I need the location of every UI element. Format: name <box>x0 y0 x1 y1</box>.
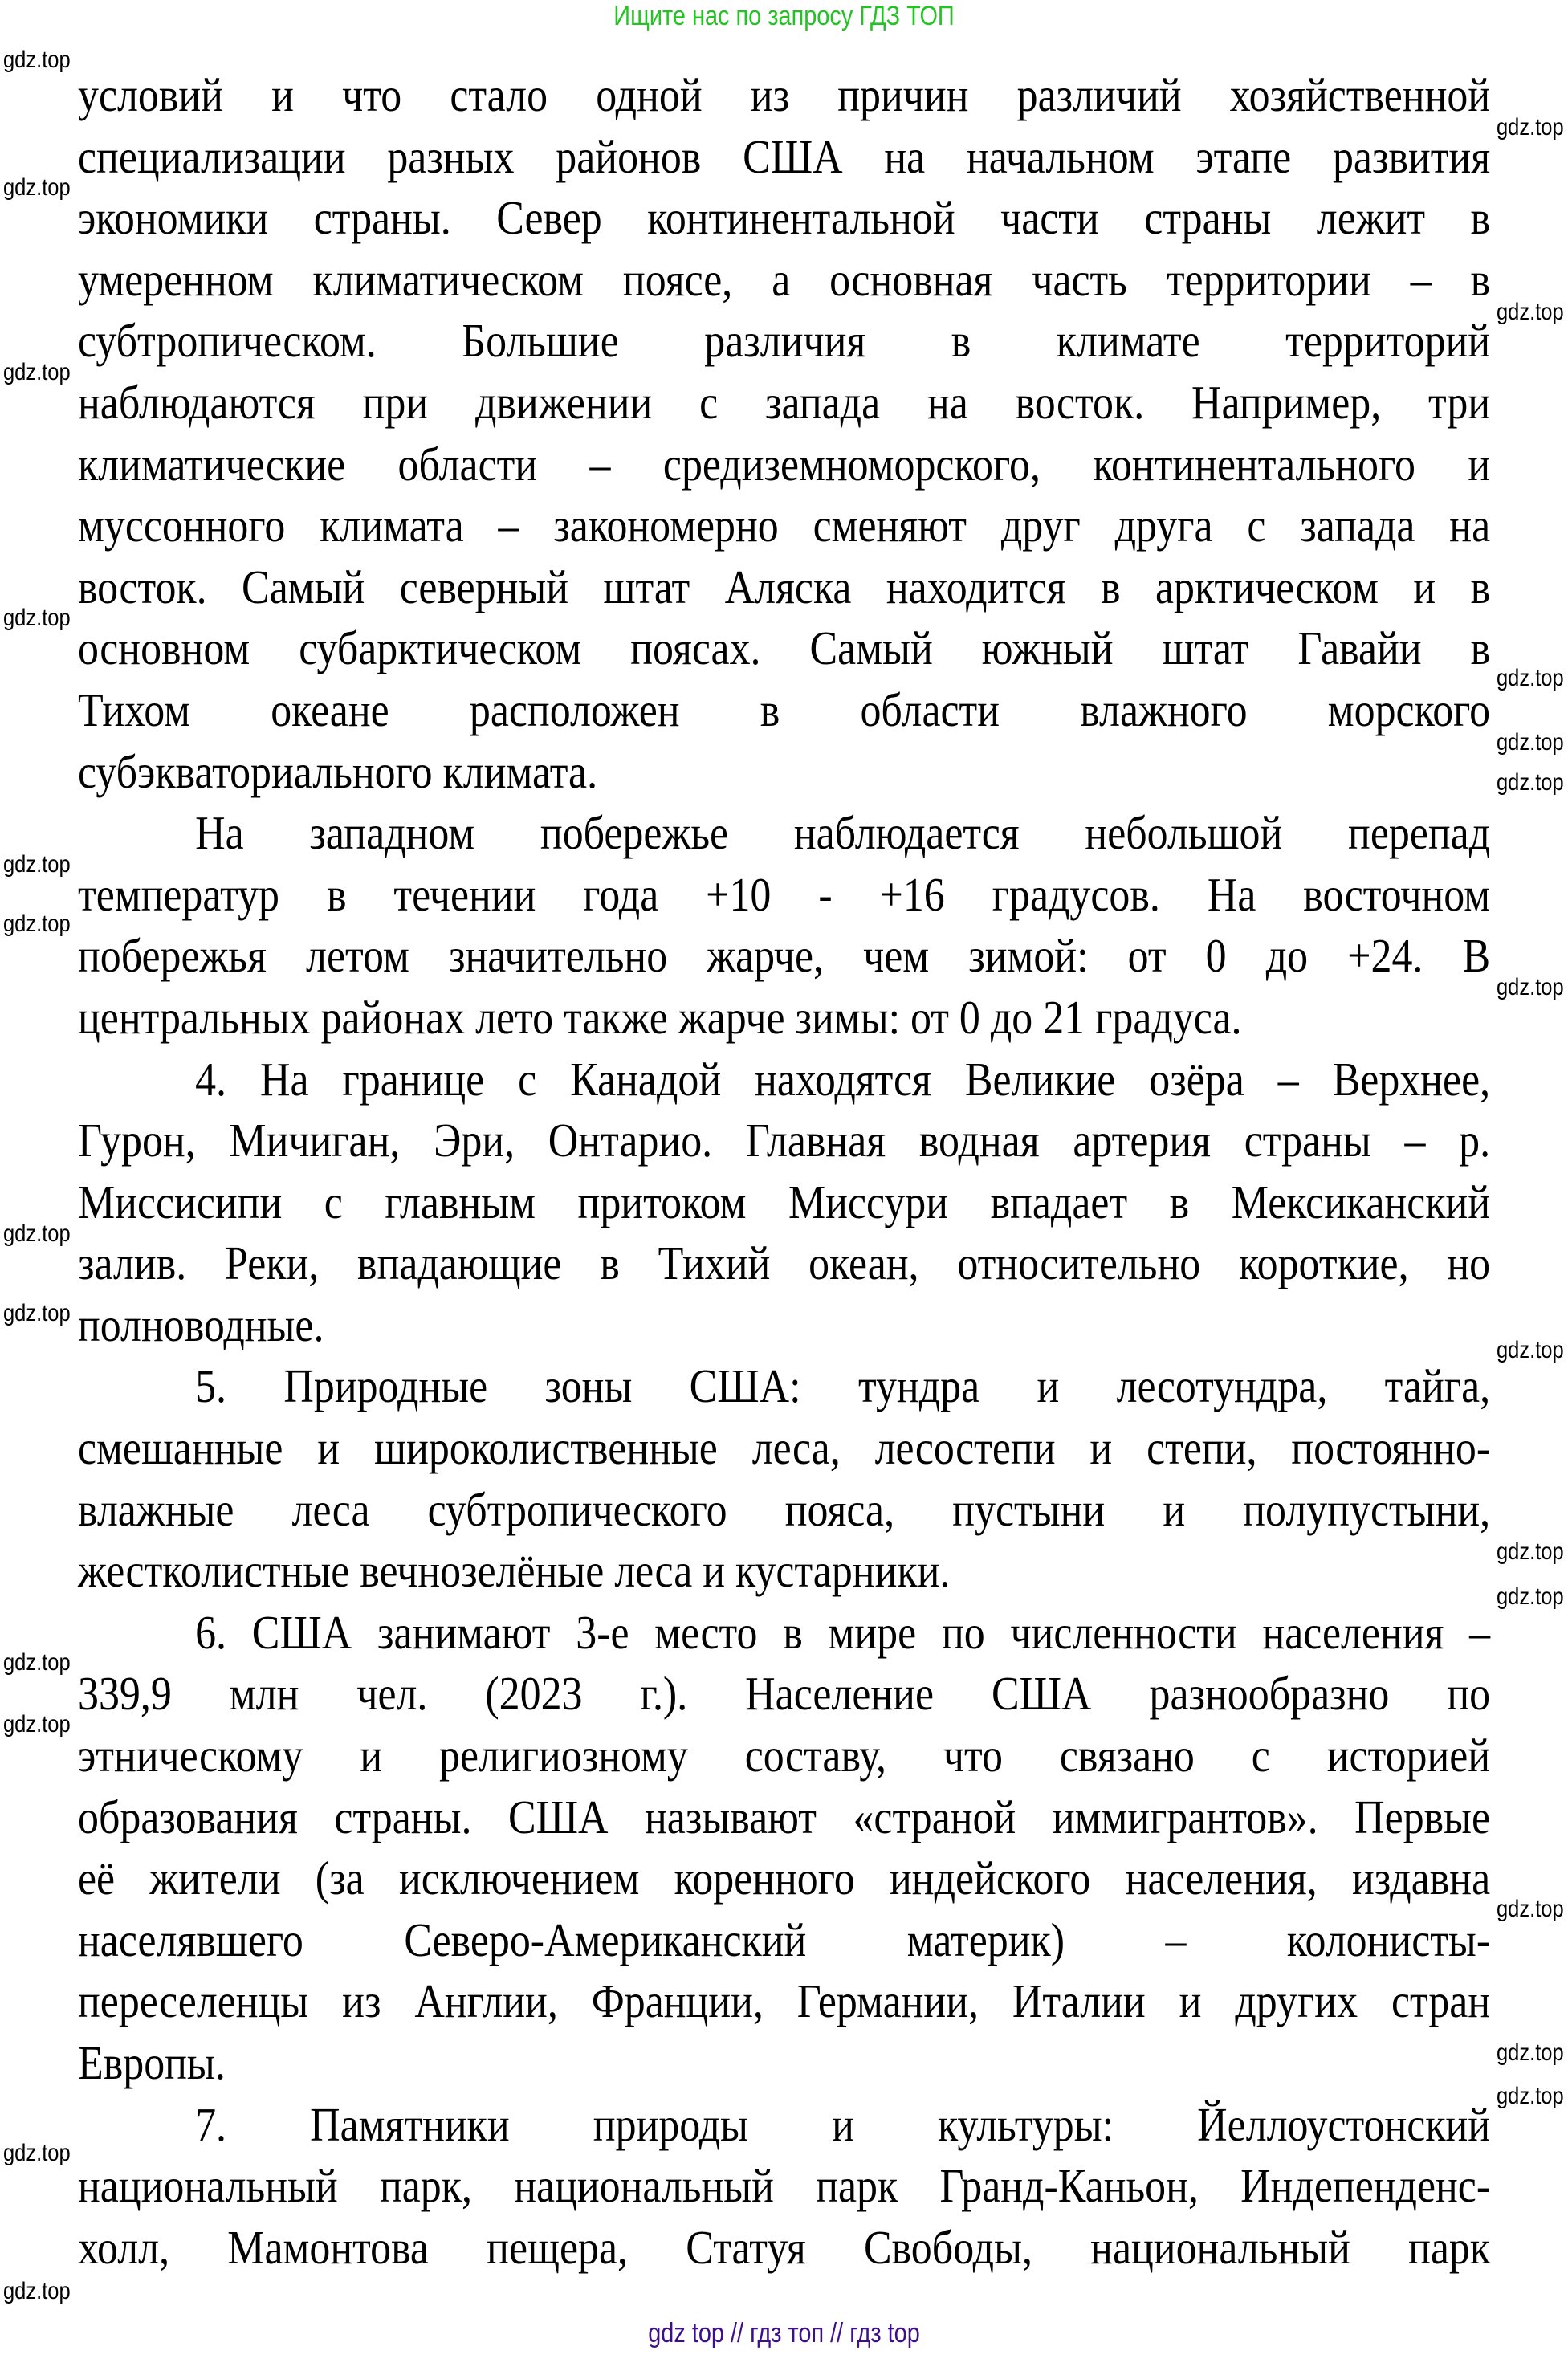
text-line: 339,9 млн чел. (2023 г.). Население США разнообразно по <box>78 1667 1491 1721</box>
text-line: 6. США занимают 3-е место в мире по численности населения – <box>195 1605 1491 1659</box>
watermark: gdz.top <box>1497 1538 1564 1565</box>
text-line: умеренном климатическом поясе, а основная часть территории – в <box>78 252 1491 306</box>
watermark: gdz.top <box>3 851 71 878</box>
text-line: основном субарктическом поясах. Самый южный штат Гавайи в <box>78 621 1491 675</box>
watermark: gdz.top <box>1497 1583 1564 1610</box>
text-line: смешанные и широколиственные леса, лесостепи и степи, постоянно- <box>78 1421 1491 1475</box>
text-line: экономики страны. Север континентальной части страны лежит в <box>78 191 1491 245</box>
text-line: образования страны. США называют «страной иммигрантов». Первые <box>78 1790 1491 1843</box>
watermark: gdz.top <box>1497 1337 1564 1363</box>
text-line: её жители (за исключением коренного индейского населения, издавна <box>78 1852 1491 1905</box>
text-line: холл, Мамонтова пещера, Статуя Свободы, национальный парк <box>78 2220 1491 2274</box>
text-line: муссонного климата – закономерно сменяют друг друга с запада на <box>78 499 1491 552</box>
watermark: gdz.top <box>1497 769 1564 796</box>
watermark: gdz.top <box>3 911 71 937</box>
watermark: gdz.top <box>3 174 71 201</box>
text-line: Европы. <box>78 2036 226 2089</box>
text-line: условий и что стало одной из причин различий хозяйственной <box>78 68 1491 121</box>
text-line: климатические области – средиземноморского, континентального и <box>78 437 1491 491</box>
watermark: gdz.top <box>3 2278 71 2304</box>
text-line: влажные леса субтропического пояса, пустыни и полупустыни, <box>78 1482 1491 1536</box>
text-line: жестколистные вечнозелёные леса и кустарники. <box>78 1544 951 1598</box>
text-line: На западном побережье наблюдается небольшой перепад <box>195 806 1491 860</box>
text-line: субэкваториального климата. <box>78 744 598 798</box>
text-line: национальный парк, национальный парк Гранд-Каньон, Индепенденс- <box>78 2159 1491 2213</box>
text-line: температур в течении года +10 - +16 градусов. На восточном <box>78 867 1491 921</box>
text-line: населявшего Северо-Американский материк) – колонисты- <box>78 1913 1491 1966</box>
watermark: gdz.top <box>3 359 71 385</box>
text-line: Миссисипи с главным притоком Миссури впадает в Мексиканский <box>78 1175 1491 1228</box>
text-line: побережья летом значительно жарче, чем зимой: от 0 до +24. В <box>78 929 1491 983</box>
watermark: gdz.top <box>1497 1896 1564 1922</box>
text-line: Гурон, Мичиган, Эри, Онтарио. Главная водная артерия страны – р. <box>78 1114 1491 1167</box>
watermark: gdz.top <box>1497 729 1564 756</box>
promo-banner[interactable]: Ищите нас по запросу ГДЗ ТОП <box>613 1 955 31</box>
text-line: Тихом океане расположен в области влажного морского <box>78 682 1491 736</box>
text-line: залив. Реки, впадающие в Тихий океан, относительно короткие, но <box>78 1236 1491 1290</box>
watermark: gdz.top <box>3 2140 71 2166</box>
text-line: этническому и религиозному составу, что связано с историей <box>78 1729 1491 1782</box>
watermark: gdz.top <box>1497 2083 1564 2109</box>
watermark: gdz.top <box>3 1300 71 1326</box>
watermark: gdz.top <box>1497 114 1564 141</box>
watermark: gdz.top <box>3 47 71 73</box>
watermark: gdz.top <box>3 1711 71 1738</box>
text-line: наблюдаются при движении с запада на восток. Например, три <box>78 375 1491 429</box>
text-line: переселенцы из Англии, Франции, Германии, Италии и других стран <box>78 1974 1491 2028</box>
document-body <box>78 64 1568 2278</box>
footer-links[interactable]: gdz top // гдз топ // гдз top <box>648 2318 920 2349</box>
watermark: gdz.top <box>3 1649 71 1676</box>
watermark: gdz.top <box>3 1220 71 1247</box>
text-line: 7. Памятники природы и культуры: Йеллоустонский <box>195 2097 1491 2151</box>
watermark: gdz.top <box>1497 299 1564 325</box>
text-line: восток. Самый северный штат Аляска находится в арктическом и в <box>78 560 1491 613</box>
watermark: gdz.top <box>1497 974 1564 1000</box>
text-line: субтропическом. Большие различия в климате территорий <box>78 314 1491 368</box>
text-line: центральных районах лето также жарче зимы: от 0 до 21 градуса. <box>78 990 1242 1044</box>
text-line: 5. Природные зоны США: тундра и лесотундра, тайга, <box>195 1359 1491 1413</box>
watermark: gdz.top <box>3 605 71 631</box>
watermark: gdz.top <box>1497 2039 1564 2066</box>
text-line: специализации разных районов США на начальном этапе развития <box>78 129 1491 183</box>
text-line: полноводные. <box>78 1298 324 1351</box>
watermark: gdz.top <box>1497 665 1564 691</box>
text-line: 4. На границе с Канадой находятся Великие озёра – Верхнее, <box>195 1052 1491 1106</box>
